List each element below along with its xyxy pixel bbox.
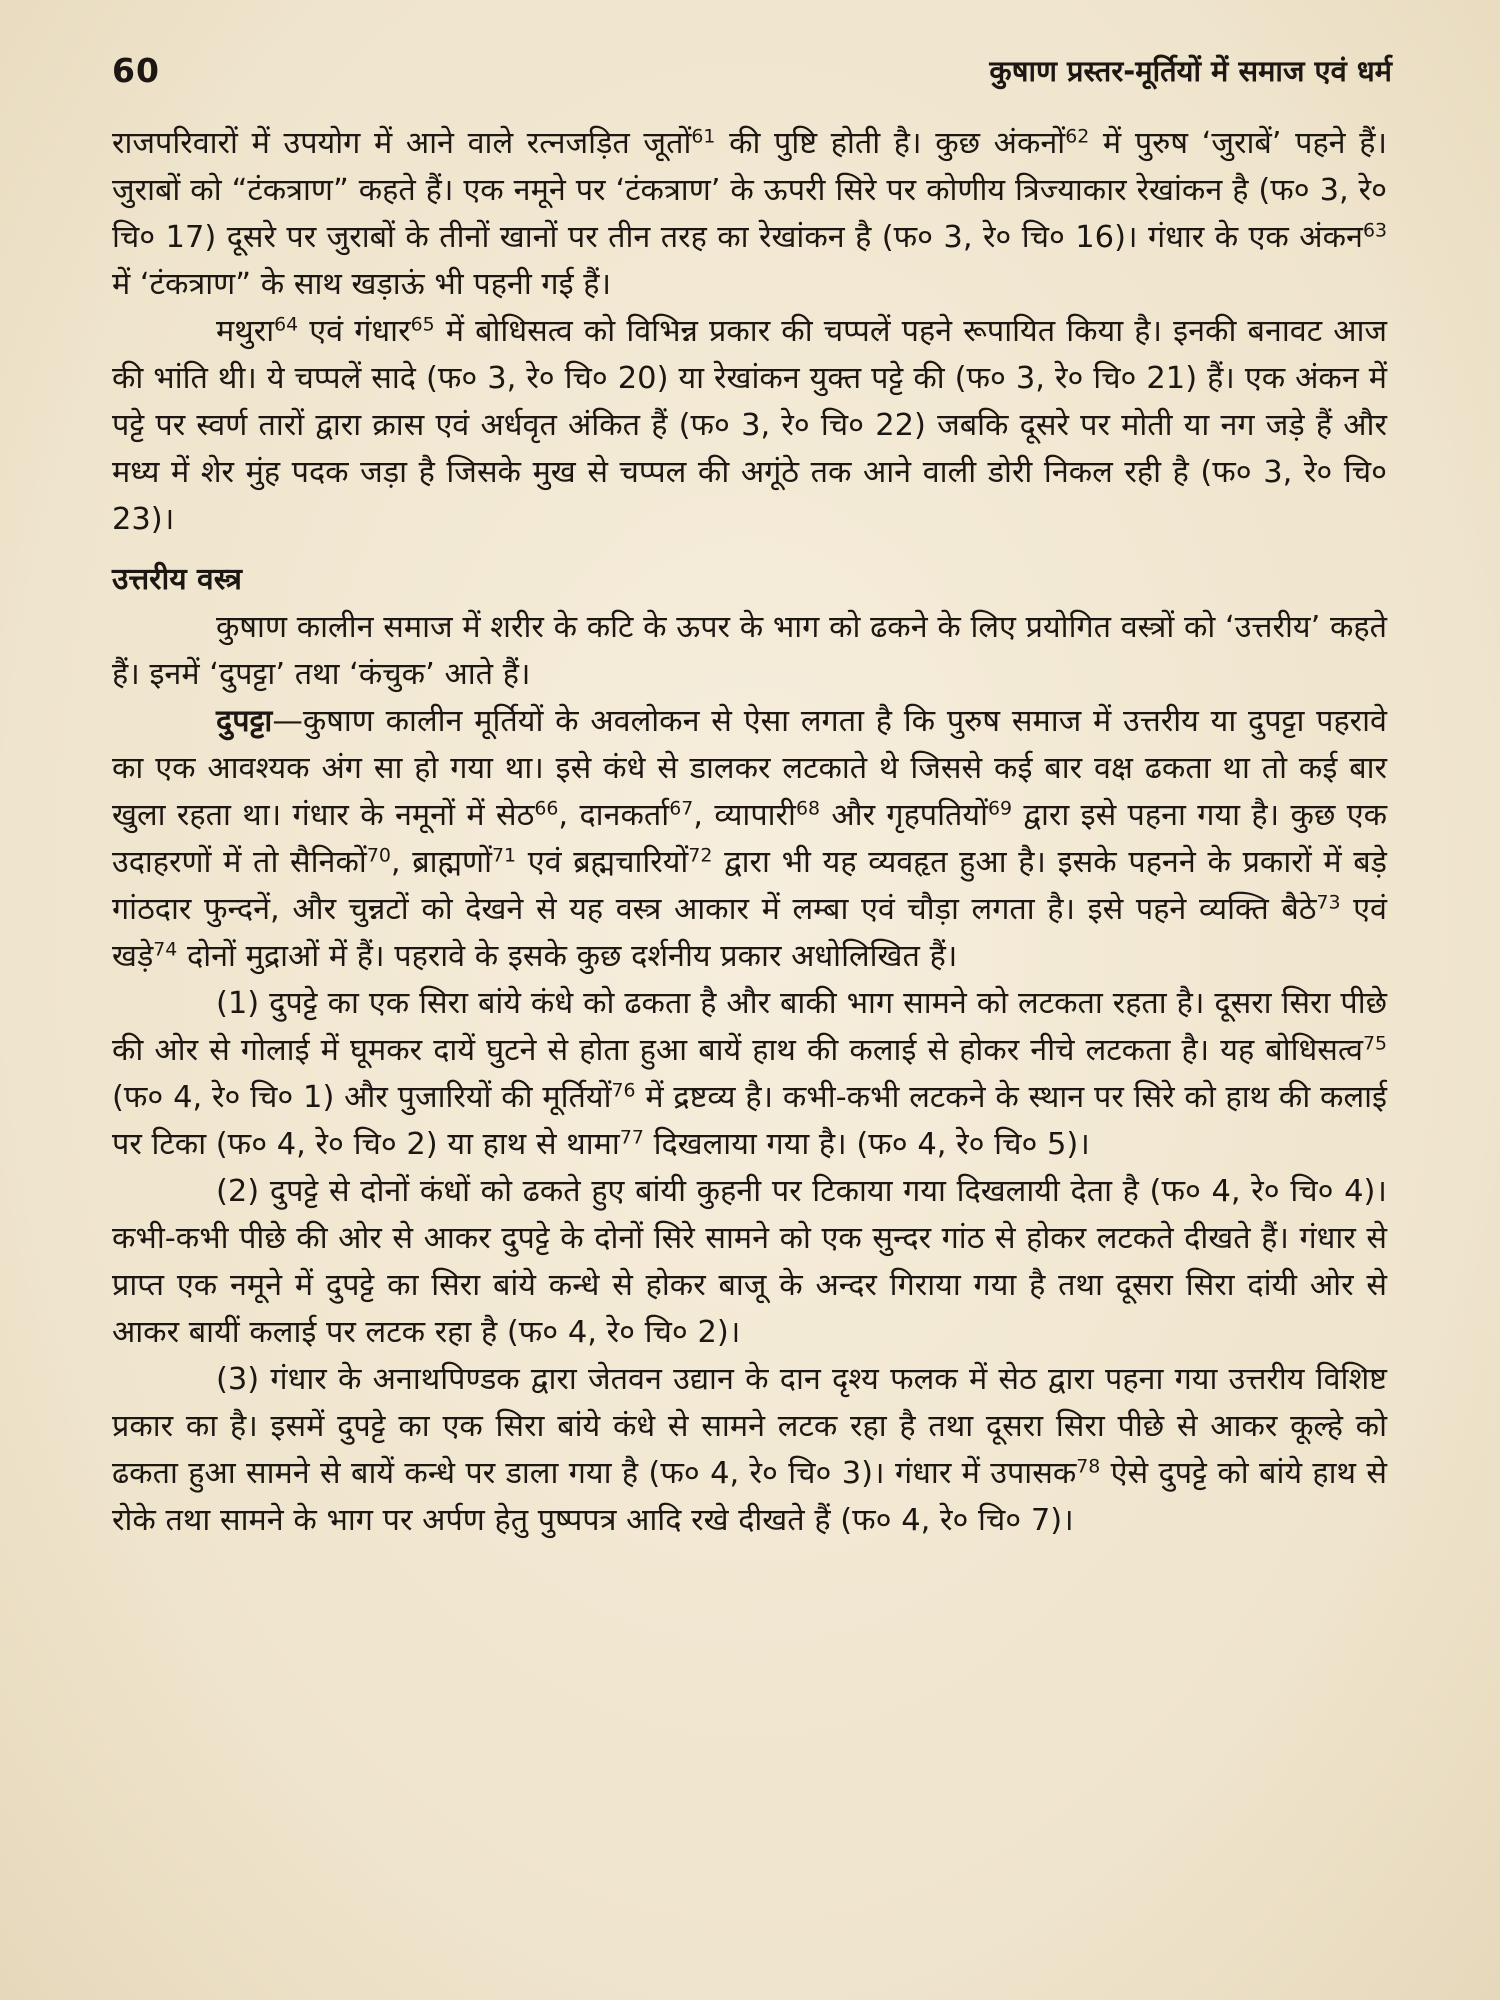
body-text	[112, 120, 1387, 1544]
text-run: —कुषाण कालीन मूर्तियों के अवलोकन से ऐसा लगता है कि पुरुष समाज में उत्तरीय या दुपट्टा पहरावे का एक आवश्यक अंग सा हो गया था। इसे कंधे से डालकर लटकाते थे जिससे कई बार वक्ष ढकता था तो कई बार खुला रहता था। गंधार के नमूनों में सेठ	[112, 704, 1387, 833]
text-run: (3) गंधार के अनाथपिण्डक द्वारा जेतवन उद्यान के दान दृश्य फलक में सेठ द्वारा पहना गया उत्तरीय विशिष्ट प्रकार का है। इसमें दुपट्टे का एक सिरा बांये कंधे से सामने लटक रहा है तथा दूसरा सिरा पीछे से आकर कूल्हे को ढकता हुआ सामने से बायें कन्धे पर डाला गया है (फ० 4, रे० चि० 3)। गंधार में उपासक	[112, 1362, 1387, 1491]
paragraph-2	[112, 308, 1387, 543]
footnote-ref: 67	[669, 797, 694, 820]
text-run: , ब्राह्मणों	[390, 845, 492, 880]
text-run: , दानकर्ता	[558, 798, 670, 833]
text-run: दोनों मुद्राओं में हैं। पहरावे के इसके कुछ दर्शनीय प्रकार अधोलिखित हैं।	[177, 939, 958, 974]
paragraph-lead: दुपट्टा	[216, 704, 273, 739]
text-run: में पुरुष ‘जुराबें’ पहने हैं। जुराबों को “टंकत्राण” कहते हैं। एक नमूने पर ‘टंकत्राण’ के ऊपरी सिरे पर कोणीय त्रिज्याकार रेखांकन है (फ० 3, रे० चि० 17) दूसरे पर जुराबों के तीनों खानों पर तीन तरह का रेखांकन है (फ० 3, रे० चि० 16)। गंधार के एक अंकन	[112, 126, 1388, 255]
footnote-ref: 62	[1065, 125, 1090, 148]
text-run: ऐसे दुपट्टे को बांये हाथ से रोके तथा सामने के भाग पर अर्पण हेतु पुष्पपत्र आदि रखे दीखते हैं (फ० 4, रे० चि० 7)।	[112, 1456, 1387, 1538]
paragraph-6: (2) दुपट्टे से दोनों कंधों को ढकते हुए बांयी कुहनी पर टिकाया गया दिखलायी देता है (फ० 4, रे० चि० 4)। कभी-कभी पीछे की ओर से आकर दुपट्टे के दोनों सिरे सामने को एक सुन्दर गांठ से होकर लटकते दीखते हैं। गंधार से प्राप्त एक नमूने में दुपट्टे का सिरा बांये कन्धे से होकर बाजू के अन्दर गिराया गया है तथा दूसरा सिरा दांयी ओर से आकर बायीं कलाई पर लटक रहा है (फ० 4, रे० चि० 2)।	[112, 1174, 1387, 1350]
text-run: में ‘टंकत्राण” के साथ खड़ाऊं भी पहनी गई हैं।	[112, 267, 612, 302]
paragraph-4	[112, 698, 1387, 980]
text-run: मथुरा	[216, 314, 275, 349]
footnote-ref: 78	[1076, 1455, 1101, 1478]
text-run: एवं खड़े	[112, 892, 1387, 974]
page-header	[112, 40, 1392, 100]
paragraph-5	[112, 980, 1387, 1168]
footnote-ref: 71	[491, 844, 517, 867]
text-run: एवं गंधार	[298, 314, 411, 349]
text-run: में द्रष्टव्य है। कभी-कभी लटकने के स्थान पर सिरे को हाथ की कलाई पर टिका (फ० 4, रे० चि० 2) या हाथ से थामा	[112, 1080, 1388, 1162]
footnote-ref: 61	[691, 125, 716, 148]
text-run: और गृहपतियों	[820, 798, 988, 833]
text-run: (1) दुपट्टे का एक सिरा बांये कंधे को ढकता है और बाकी भाग सामने को लटकता रहता है। दूसरा सिरा पीछे की ओर से गोलाई में घूमकर दायें घुटने से होता हुआ बायें हाथ की कलाई से होकर नीचे लटकता है। यह बोधिसत्व	[112, 986, 1387, 1068]
text-run: (फ० 4, रे० चि० 1) और पुजारियों की मूर्तियों	[112, 1080, 612, 1115]
footnote-ref: 73	[1316, 891, 1341, 914]
footnote-ref: 76	[611, 1079, 636, 1102]
footnote-ref: 75	[1362, 1032, 1387, 1055]
text-run: में बोधिसत्व को विभिन्न प्रकार की चप्पलें पहने रूपायित किया है। इनकी बनावट आज की भांति थी। ये चप्पलें सादे (फ० 3, रे० चि० 20) या रेखांकन युक्त पट्टे की (फ० 3, रे० चि० 21) हैं। एक अंकन में पट्टे पर स्वर्ण तारों द्वारा क्रास एवं अर्धवृत अंकित हैं (फ० 3, रे० चि० 22) जबकि दूसरे पर मोती या नग जड़े हैं और मध्य में शेर मुंह पदक जड़ा है जिसके मुख से चप्पल की अगूंठे तक आने वाली डोरी निकल रही है (फ० 3, रे० चि० 23)।	[112, 314, 1387, 537]
footnote-ref: 70	[366, 844, 391, 867]
paragraph-7	[112, 1356, 1387, 1544]
text-run: दिखलाया गया है। (फ० 4, रे० चि० 5)।	[643, 1127, 1090, 1162]
text-run: की पुष्टि होती है। कुछ अंकनों	[715, 126, 1066, 161]
text-run: , व्यापारी	[693, 798, 796, 833]
footnote-ref: 69	[987, 797, 1013, 820]
footnote-ref: 64	[274, 313, 299, 336]
footnote-ref: 72	[688, 844, 713, 867]
footnote-ref: 74	[153, 938, 178, 961]
running-title: कुषाण प्रस्तर-मूर्तियों में समाज एवं धर्म	[989, 53, 1392, 88]
text-run: द्वारा इसे पहना गया है। कुछ एक उदाहरणों में तो सैनिकों	[112, 798, 1387, 880]
page-number: 60	[112, 50, 160, 90]
paragraph-1	[112, 120, 1387, 308]
footnote-ref: 77	[619, 1126, 644, 1149]
paragraph-3: कुषाण कालीन समाज में शरीर के कटि के ऊपर के भाग को ढकने के लिए प्रयोगित वस्त्रों को ‘उत्तरीय’ कहते हैं। इनमें ‘दुपट्टा’ तथा ‘कंचुक’ आते हैं।	[112, 610, 1387, 692]
text-run: द्वारा भी यह व्यवहृत हुआ है। इसके पहनने के प्रकारों में बड़े गांठदार फुन्दनें, और चुन्नटों को देखने से यह वस्त्र आकार में लम्बा एवं चौड़ा लगता है। इसे पहने व्यक्ति बैठे	[112, 845, 1387, 927]
text-run: राजपरिवारों में उपयोग में आने वाले रत्नजड़ित जूतों	[112, 126, 692, 161]
footnote-ref: 63	[1362, 219, 1387, 242]
footnote-ref: 68	[795, 797, 820, 820]
text-run: एवं ब्रह्मचारियों	[516, 845, 689, 880]
section-heading: उत्तरीय वस्त्र	[112, 562, 242, 597]
footnote-ref: 65	[410, 313, 435, 336]
footnote-ref: 66	[534, 797, 559, 820]
